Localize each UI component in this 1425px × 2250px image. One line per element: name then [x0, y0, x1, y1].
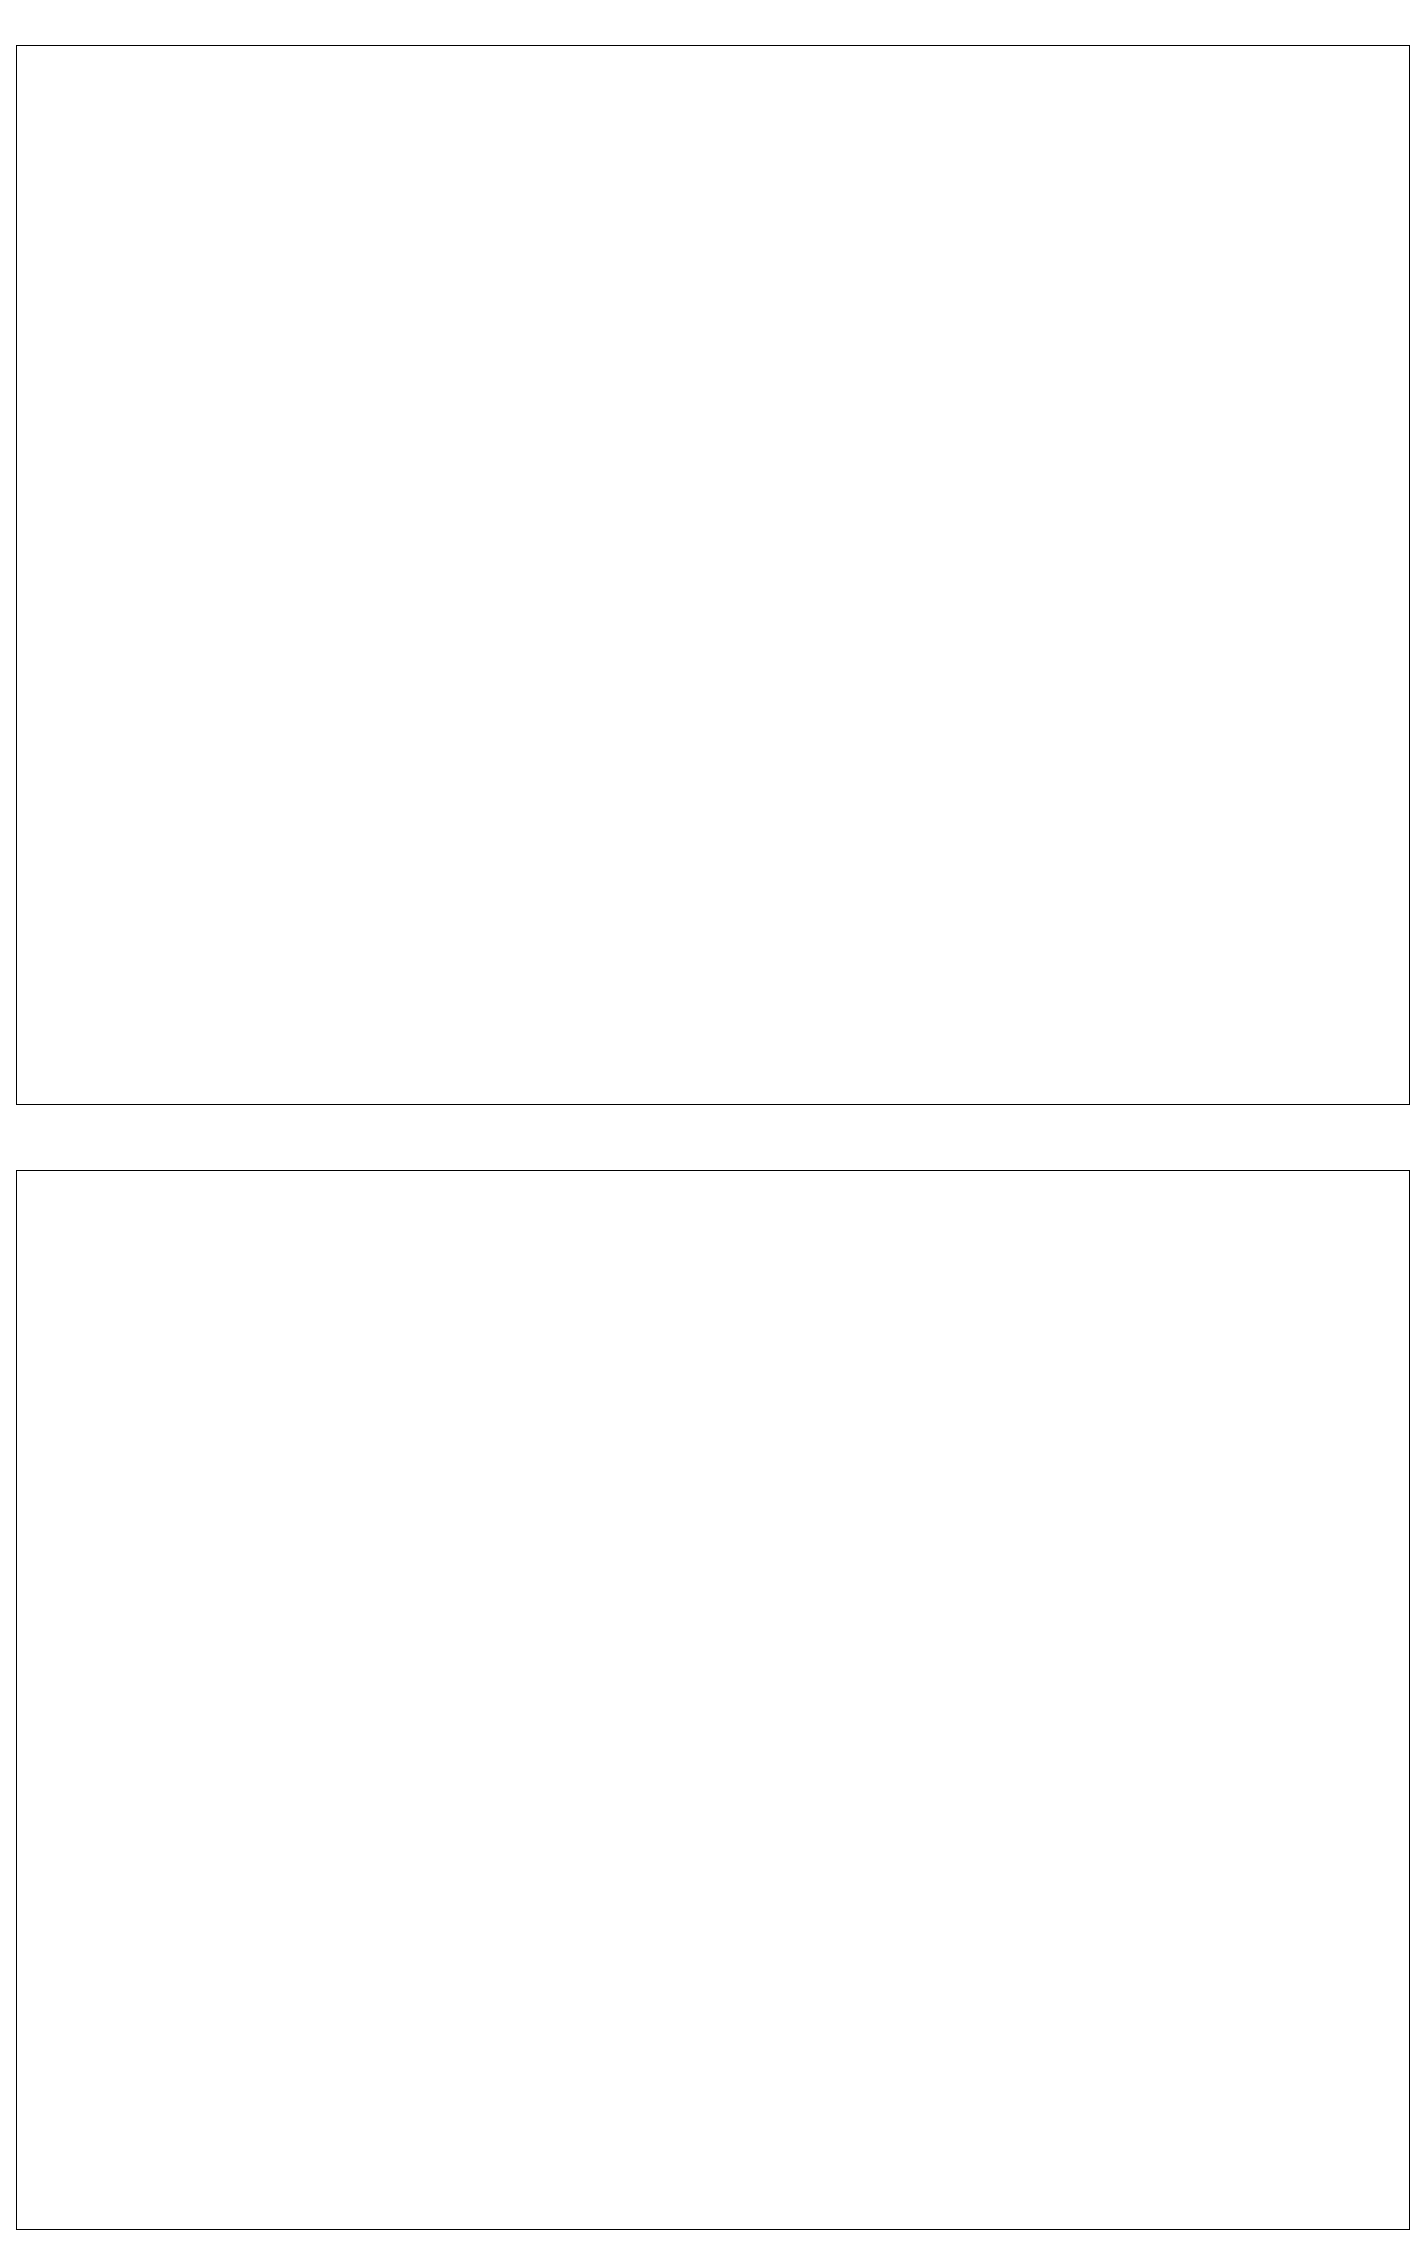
- conjugate-footprint-map: [0, 1125, 1425, 2250]
- conjugate-footprints-panel: [0, 1125, 1425, 2250]
